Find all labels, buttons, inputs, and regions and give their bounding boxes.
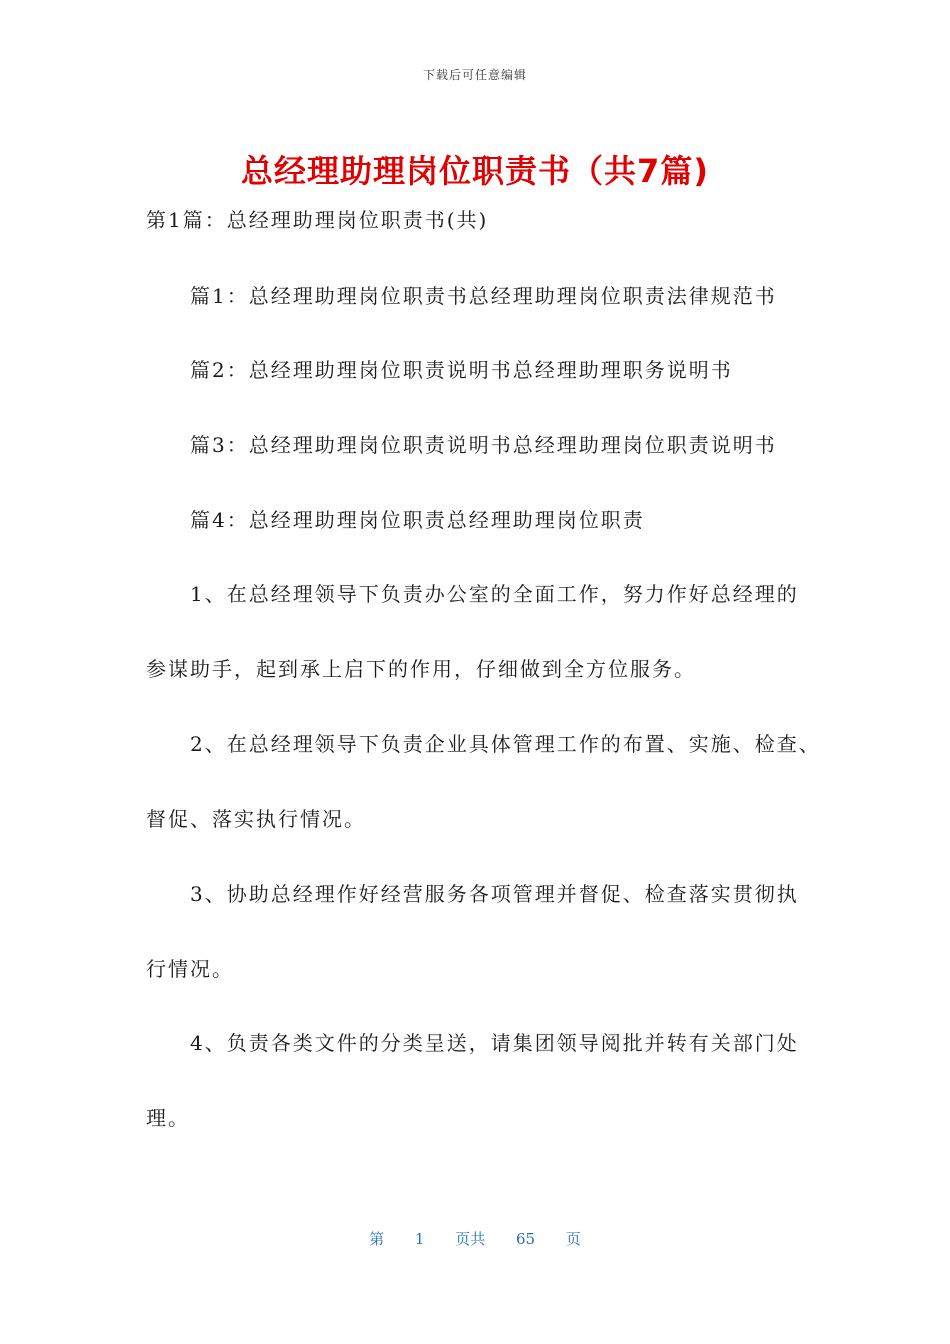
toc-line-1: 篇1：总经理助理岗位职责书总经理助理岗位职责法律规范书: [190, 284, 777, 308]
footer-suffix: 页: [565, 1230, 581, 1248]
paragraph-line: 参谋助手，起到承上启下的作用，仔细做到全方位服务。: [146, 657, 696, 681]
page-footer: [0, 1228, 950, 1249]
paragraph-line: 督促、落实执行情况。: [146, 807, 366, 831]
header-note: 下载后可任意编辑: [422, 68, 527, 82]
total-page-count: 65: [516, 1230, 536, 1248]
current-page-number: 1: [414, 1230, 425, 1248]
paragraph-line: 3、协助总经理作好经营服务各项管理并督促、检查落实贯彻执: [190, 882, 799, 906]
paragraph-line: 1、在总经理领导下负责办公室的全面工作，努力作好总经理的: [190, 582, 799, 606]
paragraph-line: 2、在总经理领导下负责企业具体管理工作的布置、实施、检查、: [190, 732, 821, 756]
toc-line-4: 篇4：总经理助理岗位职责总经理助理岗位职责: [190, 508, 645, 532]
paragraph-line: 行情况。: [146, 957, 234, 981]
section-heading: 第1篇：总经理助理岗位职责书(共): [146, 208, 489, 232]
footer-prefix: 第: [369, 1230, 385, 1248]
toc-line-3: 篇3：总经理助理岗位职责说明书总经理助理岗位职责说明书: [190, 433, 777, 457]
paragraph-line: 理。: [146, 1106, 190, 1130]
paragraph-line: 4、负责各类文件的分类呈送，请集团领导阅批并转有关部门处: [190, 1031, 799, 1055]
toc-line-2: 篇2：总经理助理岗位职责说明书总经理助理职务说明书: [190, 358, 733, 382]
document-title: 总经理助理岗位职责书（共7篇): [241, 152, 709, 190]
footer-mid: 页共: [455, 1230, 486, 1248]
